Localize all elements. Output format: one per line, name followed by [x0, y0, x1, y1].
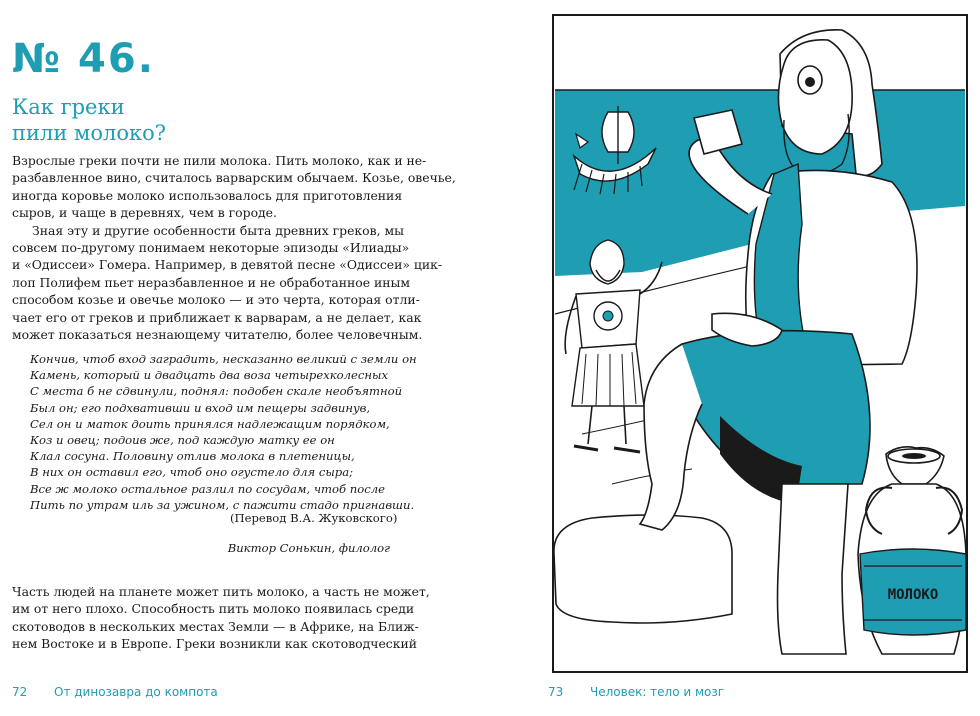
poem-line: С места б не сдвинули, поднял: подобен скале необъятной [30, 384, 403, 399]
poem-line: Сел он и маток доить принялся надлежащим порядком, [30, 416, 390, 431]
translation-credit: (Перевод В.А. Жуковского) [230, 511, 398, 525]
text-line: и «Одиссеи» Гомера. Например, в девятой песне «Одиссеи» цик- [12, 257, 443, 273]
poem-quote [30, 351, 417, 513]
paragraph-1 [12, 152, 456, 343]
poem-line: Коз и овец; подоив же, под каждую матку ее он [30, 433, 335, 448]
paragraph-3 [12, 583, 430, 653]
poem-line: Пить по утрам иль за ужином, с пажити стадо пригнавши. [30, 497, 415, 512]
cyclops-illustration [552, 14, 970, 674]
poem-line: В них он оставил его, чтоб оно огустело для сыра; [30, 465, 354, 480]
title-line: Как греки [12, 95, 125, 119]
poem-line: Был он; его подхвативши и вход им пещеры задвинув, [30, 400, 371, 415]
poem-line: Кончив, чтоб вход заградить, несказанно великий с земли он [30, 352, 417, 366]
article-number: № 46. [12, 36, 155, 82]
author-signature: Виктор Сонькин, филолог [227, 541, 390, 555]
text-line: скотоводов в нескольких местах Земли — в Африке, на Ближ- [12, 618, 419, 634]
text-line: Зная эту и другие особенности быта древних греков, мы [32, 222, 404, 238]
rock [554, 515, 732, 623]
text-line: может показаться незнающему читателю, более человечным. [12, 327, 423, 343]
text-line: совсем по-другому понимаем некоторые эпизоды «Илиады» [12, 240, 410, 256]
poem-line: Камень, который и двадцать два воза четырехколесных [30, 368, 389, 383]
text-line: чает его от греков и приближает к варварам, а не делает, как [12, 309, 422, 325]
title-line: пили молоко? [12, 121, 166, 145]
text-line: нем Востоке и в Европе. Греки возникли как скотоводческий [12, 636, 417, 652]
page-number-left: 72 [12, 685, 28, 699]
text-line: им от него плохо. Способность пить молоко появилась среди [12, 601, 415, 617]
article-title [12, 94, 166, 146]
text-line: способом козье и овечье молоко — и это черта, которая отли- [12, 292, 420, 308]
text-line: Часть людей на планете может пить молоко, а часть не может, [12, 584, 430, 599]
text-line: иногда коровье молоко использовалось для приготовления [12, 187, 403, 203]
jug-label: МОЛОКО [887, 587, 939, 603]
page-number-right: 73 [548, 685, 564, 699]
running-title-right: Человек: тело и мозг [590, 685, 725, 699]
text-line: лоп Полифем пьет неразбавленное и не обработанное иным [12, 274, 410, 290]
poem-line: Клал сосуна. Половину отлив молока в плетеницы, [30, 449, 355, 464]
running-title-left: От динозавра до компота [54, 685, 218, 699]
text-line: разбавленное вино, считалось варварским обычаем. Козье, овечье, [12, 170, 456, 186]
text-line: Взрослые греки почти не пили молока. Пить молоко, как и не- [12, 153, 427, 168]
text-line: сыров, и чаще в деревнях, чем в городе. [12, 205, 277, 221]
poem-line: Все ж молоко остальное разлил по сосудам, чтоб после [30, 481, 385, 496]
